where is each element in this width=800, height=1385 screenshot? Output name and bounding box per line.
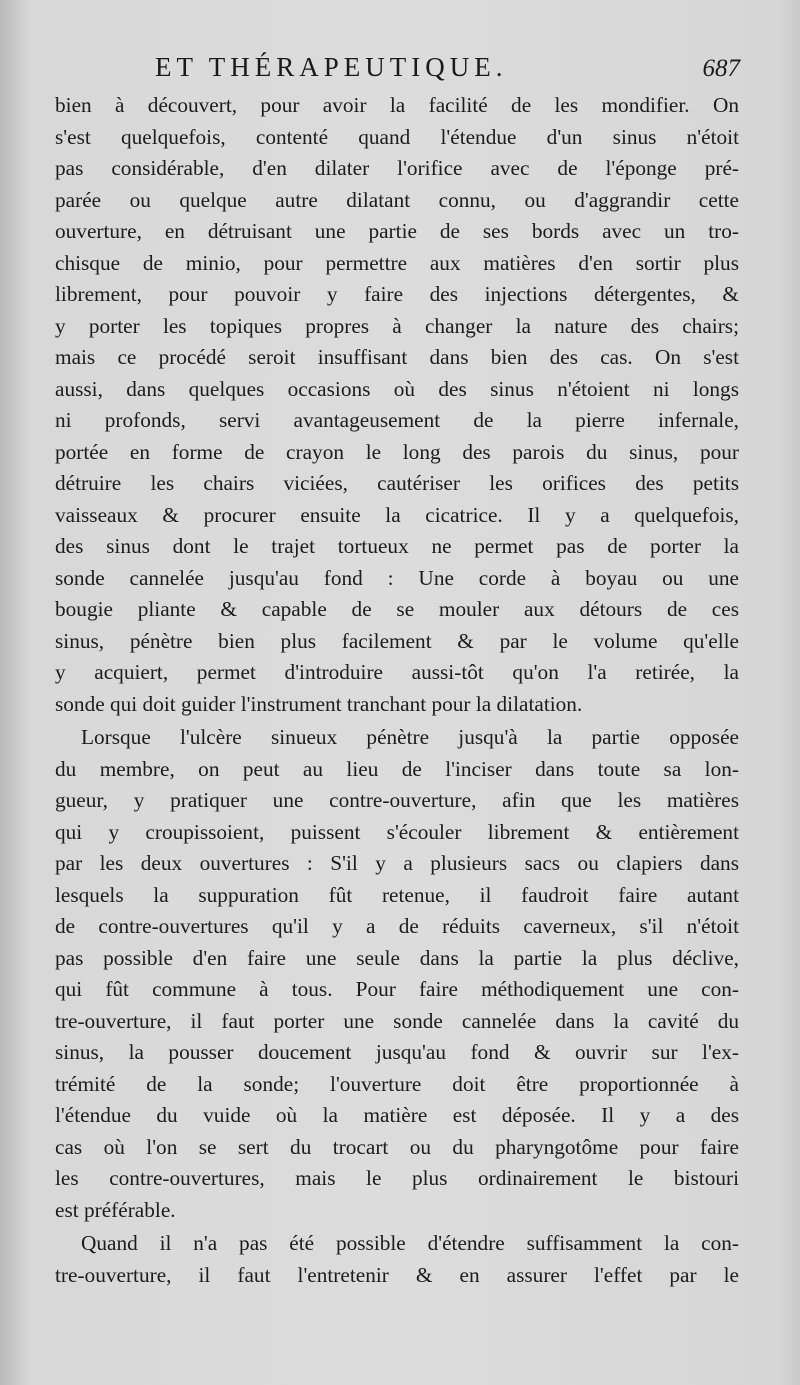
text-line: cas où l'on se sert du trocart ou du pharyngotôme pour faire (55, 1134, 739, 1159)
page-header (155, 52, 740, 88)
text-line: mais ce procédé seroit insuffisant dans bien des cas. On s'est (55, 345, 739, 369)
text-line: des sinus dont le trajet tortueux ne permet pas de porter la (55, 534, 739, 558)
text-line: de contre-ouvertures qu'il y a de réduits caverneux, s'il n'étoit (55, 914, 739, 938)
text-line: Quand il n'a pas été possible d'étendre suffisamment la con- (81, 1231, 739, 1255)
text-line: aussi, dans quelques occasions où des sinus n'étoient ni longs (55, 376, 739, 401)
text-line: tre-ouverture, il faut porter une sonde cannelée dans la cavité du (55, 1008, 739, 1033)
text-line: sonde qui doit guider l'instrument tranchant pour la dilatation. (55, 691, 583, 716)
running-head: ET THÉRAPEUTIQUE. (155, 52, 508, 82)
text-line: bougie pliante & capable de se mouler aux détours de ces (55, 597, 739, 621)
page-number: 687 (702, 55, 740, 82)
text-line: portée en forme de crayon le long des parois du sinus, pour (55, 439, 739, 464)
text-line: l'étendue du vuide où la matière est déposée. Il y a des (55, 1103, 739, 1127)
text-line: du membre, on peut au lieu de l'inciser dans toute sa lon- (55, 756, 739, 781)
text-line: qui y croupissoient, puissent s'écouler librement & entièrement (55, 819, 739, 844)
text-line: ni profonds, servi avantageusement de la pierre infernale, (55, 408, 739, 432)
text-line: sinus, la pousser doucement jusqu'au fond & ouvrir sur l'ex- (55, 1040, 739, 1064)
text-line: sonde cannelée jusqu'au fond : Une corde à boyau ou une (55, 565, 739, 590)
text-line: par les deux ouvertures : S'il y a plusieurs sacs ou clapiers dans (55, 851, 739, 875)
paragraph-3 (55, 1228, 739, 1291)
text-line: trémité de la sonde; l'ouverture doit être proportionnée à (55, 1071, 739, 1096)
text-line: bien à découvert, pour avoir la facilité de les mondifier. On (55, 93, 739, 117)
paragraph-2 (55, 722, 739, 1226)
text-line: qui fût commune à tous. Pour faire méthodiquement une con- (55, 977, 739, 1001)
text-line: gueur, y pratiquer une contre-ouverture, afin que les matières (55, 788, 739, 812)
text-line: est préférable. (55, 1197, 176, 1222)
text-line: détruire les chairs viciées, cautériser les orifices des petits (55, 471, 739, 495)
text-line: librement, pour pouvoir y faire des injections détergentes, & (55, 282, 739, 306)
text-line: pas possible d'en faire une seule dans la partie la plus déclive, (55, 945, 739, 970)
text-line: vaisseaux & procurer ensuite la cicatrice. Il y a quelquefois, (55, 502, 739, 527)
text-line: parée ou quelque autre dilatant connu, ou d'aggrandir cette (55, 187, 739, 212)
text-line: s'est quelquefois, contenté quand l'étendue d'un sinus n'étoit (55, 124, 739, 149)
text-line: y acquiert, permet d'introduire aussi-tôt qu'on l'a retirée, la (55, 660, 739, 684)
body-text (55, 90, 739, 1291)
paragraph-1 (55, 90, 739, 720)
text-line: pas considérable, d'en dilater l'orifice avec de l'éponge pré- (55, 156, 739, 180)
text-line: Lorsque l'ulcère sinueux pénètre jusqu'à la partie opposée (81, 725, 739, 749)
text-line: chisque de minio, pour permettre aux matières d'en sortir plus (55, 250, 739, 275)
text-line: sinus, pénètre bien plus facilement & par le volume qu'elle (55, 628, 739, 653)
text-line: tre-ouverture, il faut l'entretenir & en assurer l'effet par le (55, 1262, 739, 1287)
text-line: y porter les topiques propres à changer la nature des chairs; (55, 313, 739, 338)
text-line: lesquels la suppuration fût retenue, il faudroit faire autant (55, 882, 739, 907)
text-line: les contre-ouvertures, mais le plus ordinairement le bistouri (55, 1166, 739, 1190)
text-line: ouverture, en détruisant une partie de ses bords avec un tro- (55, 219, 739, 243)
